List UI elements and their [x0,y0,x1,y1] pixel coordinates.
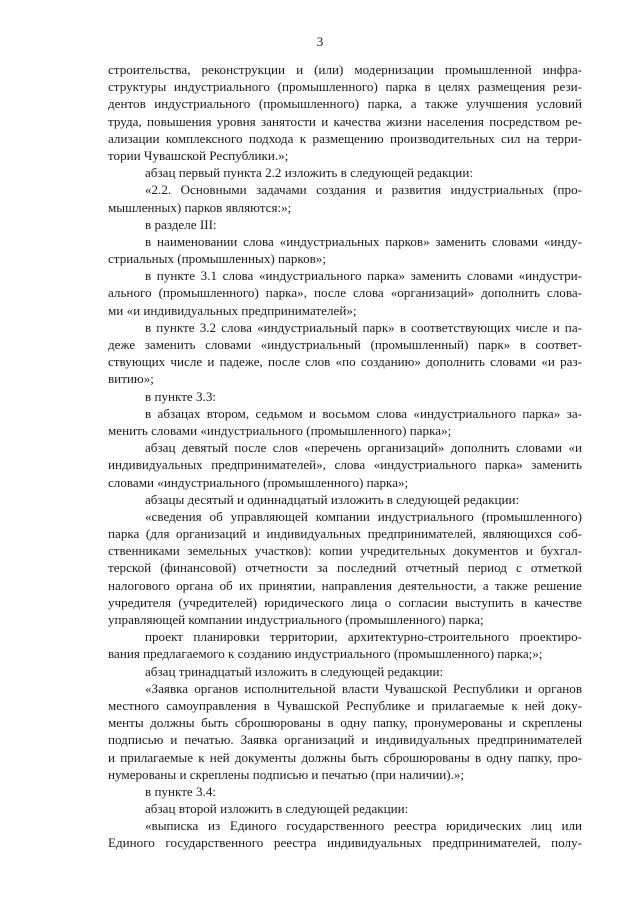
text-line: витию»; [108,371,154,387]
text-line: «2.2. Основными задачами создания и развития индустриальных (про- [145,182,582,198]
text-line: в пункте 3.2 слова «индустриальный парк» в соответствующих числе и па- [145,319,582,335]
text-line: в пункте 3.4: [145,783,217,799]
text-line: индивидуальных предпринимателей», слова «индустриального парка» заменить [108,457,582,473]
text-line: в разделе III: [145,216,217,232]
text-line: подписью и печатью. Заявка организаций и индивидуальных предпринимателей [108,732,582,748]
text-line: вания предлагаемого к созданию индустриального (промышленного) парка;»; [108,646,543,662]
text-line: проект планировки территории, архитектурно-строительного проектиро- [145,629,582,645]
text-line: мышленных) парков являются:»; [108,199,292,215]
text-line: «Заявка органов исполнительной власти Чувашской Республики и органов [145,680,582,696]
text-line: деже заменить словами «индустриальный (промышленный) парк» в соответ- [108,337,582,352]
document-body [108,61,582,852]
text-line: стриальных (промышленных) парков»; [108,251,326,267]
text-line: менты должны быть сброшюрованы в одну папку, пронумерованы и скреплены [108,715,582,731]
text-line: ального (промышленного) парка», после слова «организаций» дополнить слова- [108,285,582,301]
text-line: абзац второй изложить в следующей редакции: [145,801,409,817]
text-line: управляющей компании индустриального (промышленного) парка; [108,612,484,627]
text-line: «выписка из Единого государственного реестра юридических лиц или [145,818,582,834]
text-line: налогового органа об их принятии, направления деятельности, а также решение [108,577,582,593]
text-line: и прилагаемые к ней документы должны быть сброшюрованы в одну папку, про- [108,749,582,765]
text-line: строительства, реконструкции и (или) модернизации промышленной инфра- [108,62,582,77]
text-line: в наименовании слова «индустриальных парков» заменить словами «инду- [145,233,582,249]
text-line: терской (финансовой) отчетности за последний отчетный период с отметкой [108,560,582,576]
text-line: «сведения об управляющей компании индустриального (промышленного) [145,508,582,524]
text-line: абзацы десятый и одиннадцатый изложить в следующей редакции: [145,491,520,507]
text-line: структуры индустриального (промышленного) парка в целях размещения рези- [108,79,582,95]
text-line: ми «и индивидуальных предпринимателей»; [108,302,357,318]
text-line: учредителя (учредителей) юридического лица о согласии выступить в качестве [108,594,582,610]
text-line: в пункте 3.3: [145,388,217,404]
text-line: труда, повышения уровня занятости и качества жизни населения посредством ре- [108,113,582,129]
text-line: парка (для организаций и индивидуальных предпринимателей, являющихся соб- [108,526,582,542]
text-line: в пункте 3.1 слова «индустриального парка» заменить словами «индустри- [145,268,582,284]
text-line: словами «индустриального (промышленного) парка»; [108,474,409,490]
text-line: абзац первый пункта 2.2 изложить в следующей редакции: [145,165,473,181]
text-line: абзац тринадцатый изложить в следующей редакции: [145,663,444,679]
text-line: ализации комплексного подхода к размещению производительных сил на терри- [108,130,582,146]
page-number: 3 [316,34,324,49]
text-line: в абзацах втором, седьмом и восьмом слова «индустриального парка» за- [145,405,582,421]
text-line: тории Чувашской Республики.»; [108,147,289,163]
text-line: местного самоуправления в Чувашской Республике и прилагаемые к ней доку- [108,697,582,713]
text-line: дентов индустриального (промышленного) парка, а также улучшения условий [108,96,582,112]
text-line: ственниками земельных участков): копии учредительных документов и бухгал- [108,543,582,559]
text-line: менить словами «индустриального (промышленного) парка»; [108,422,452,438]
text-line: нумерованы и скреплены подписью и печатью (при наличии).»; [108,766,465,782]
text-line: абзац девятый после слов «перечень организаций» дополнить словами «и [145,440,582,456]
text-line: ствующих числе и падеже, после слов «по созданию» дополнить словами «и раз- [108,354,582,370]
text-line: Единого государственного реестра индивидуальных предпринимателей, полу- [108,835,582,851]
